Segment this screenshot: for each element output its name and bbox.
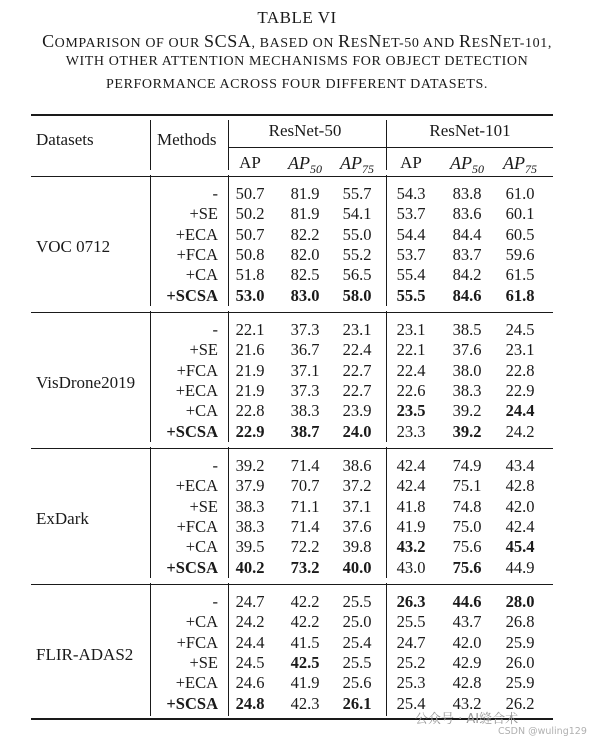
method-label: - bbox=[212, 184, 218, 203]
group-rule bbox=[31, 312, 553, 313]
table-cell: 43.2 bbox=[452, 693, 482, 713]
caption-segment: C bbox=[42, 31, 55, 51]
table-cell: 26.1 bbox=[342, 693, 372, 713]
table-cell: 82.5 bbox=[290, 265, 320, 285]
table-cell: 22.6 bbox=[396, 380, 426, 400]
table-cell: 53.7 bbox=[396, 244, 426, 264]
header-metric bbox=[327, 153, 387, 179]
table-cell: 22.7 bbox=[342, 380, 372, 400]
caption-segment: , BASED ON bbox=[251, 36, 339, 51]
table-cell: 60.1 bbox=[505, 204, 535, 224]
table-cell: 43.4 bbox=[505, 456, 535, 475]
table-cell: 75.6 bbox=[452, 557, 482, 577]
table-cell: 23.1 bbox=[396, 320, 426, 339]
table-cell: 61.8 bbox=[505, 285, 535, 305]
backbone-rule bbox=[229, 147, 553, 148]
table-cell: 83.0 bbox=[290, 285, 320, 305]
table-cell: 25.4 bbox=[342, 632, 372, 652]
dataset-name: VisDrone2019 bbox=[36, 372, 136, 392]
table-cell: 42.8 bbox=[452, 673, 482, 693]
method-label: +SE bbox=[189, 652, 218, 672]
table-cell: 23.1 bbox=[342, 320, 372, 339]
table-cell: 22.8 bbox=[235, 401, 265, 421]
table-cell: 36.7 bbox=[290, 340, 320, 360]
table-cell: 71.4 bbox=[290, 516, 320, 536]
table-cell: 38.6 bbox=[342, 456, 372, 475]
table-cell: 42.4 bbox=[505, 516, 535, 536]
table-cell: 25.5 bbox=[342, 652, 372, 672]
caption-line-1 bbox=[0, 31, 594, 52]
table-cell: 26.3 bbox=[396, 592, 426, 611]
vline-gap bbox=[228, 578, 229, 583]
method-label: - bbox=[212, 592, 218, 611]
table-cell: 37.6 bbox=[342, 516, 372, 536]
table-cell: 23.1 bbox=[505, 340, 535, 360]
method-label: +CA bbox=[185, 537, 218, 557]
table-cell: 50.8 bbox=[235, 244, 265, 264]
header-metric bbox=[275, 153, 335, 179]
header-methods: Methods bbox=[157, 130, 217, 149]
table-cell: 82.2 bbox=[290, 224, 320, 244]
table-cell: 26.2 bbox=[505, 693, 535, 713]
table-cell: 38.0 bbox=[452, 360, 482, 380]
table-cell: 24.4 bbox=[505, 401, 535, 421]
table-cell: 37.3 bbox=[290, 320, 320, 339]
vline-gap bbox=[386, 578, 387, 583]
method-label: +FCA bbox=[176, 360, 218, 380]
table-cell: 24.5 bbox=[235, 652, 265, 672]
table-cell: 42.2 bbox=[290, 592, 320, 611]
caption-segment: R bbox=[458, 31, 472, 51]
table-cell: 39.2 bbox=[452, 401, 482, 421]
table-cell: 22.1 bbox=[396, 340, 426, 360]
table-cell: 22.9 bbox=[505, 380, 535, 400]
table-cell: 40.2 bbox=[235, 557, 265, 577]
method-label: +ECA bbox=[175, 224, 218, 244]
caption-segment: ET-50 AND bbox=[381, 36, 459, 51]
table-cell: 39.2 bbox=[452, 421, 482, 441]
table-cell: 41.9 bbox=[290, 673, 320, 693]
table-cell: 21.9 bbox=[235, 380, 265, 400]
table-cell: 40.0 bbox=[342, 557, 372, 577]
table-cell: 24.7 bbox=[396, 632, 426, 652]
table-cell: 26.0 bbox=[505, 652, 535, 672]
table-cell: 50.7 bbox=[235, 184, 265, 203]
vline-gap bbox=[386, 442, 387, 447]
method-label: +CA bbox=[185, 401, 218, 421]
table-cell: 55.4 bbox=[396, 265, 426, 285]
method-label: +CA bbox=[185, 612, 218, 632]
method-label: +ECA bbox=[175, 380, 218, 400]
table-cell: 75.1 bbox=[452, 476, 482, 496]
table-cell: 55.7 bbox=[342, 184, 372, 203]
table-cell: 22.1 bbox=[235, 320, 265, 339]
table-cell: 24.2 bbox=[235, 612, 265, 632]
table-cell: 50.2 bbox=[235, 204, 265, 224]
table-cell: 84.4 bbox=[452, 224, 482, 244]
table-cell: 55.0 bbox=[342, 224, 372, 244]
table-cell: 24.7 bbox=[235, 592, 265, 611]
table-cell: 54.4 bbox=[396, 224, 426, 244]
method-label: +FCA bbox=[176, 244, 218, 264]
table-cell: 74.9 bbox=[452, 456, 482, 475]
table-cell: 25.0 bbox=[342, 612, 372, 632]
vline-gap bbox=[150, 578, 151, 583]
table-cell: 26.8 bbox=[505, 612, 535, 632]
table-cell: 24.2 bbox=[505, 421, 535, 441]
method-label: +ECA bbox=[175, 673, 218, 693]
metric-subscript: 50 bbox=[472, 162, 484, 176]
method-label: - bbox=[212, 320, 218, 339]
table-cell: 43.7 bbox=[452, 612, 482, 632]
metric-name: AP bbox=[450, 153, 472, 173]
table-cell: 53.7 bbox=[396, 204, 426, 224]
table-cell: 45.4 bbox=[505, 537, 535, 557]
table-cell: 42.0 bbox=[505, 496, 535, 516]
table-cell: 81.9 bbox=[290, 184, 320, 203]
method-label: +SCSA bbox=[166, 421, 218, 441]
vline-gap bbox=[228, 306, 229, 311]
header-backbone-resnet101: ResNet-101 bbox=[429, 121, 511, 140]
table-cell: 42.3 bbox=[290, 693, 320, 713]
table-cell: 21.6 bbox=[235, 340, 265, 360]
metric-subscript: 75 bbox=[525, 162, 537, 176]
table-cell: 83.7 bbox=[452, 244, 482, 264]
header-metric bbox=[381, 153, 441, 173]
method-label: +FCA bbox=[176, 516, 218, 536]
table-cell: 83.6 bbox=[452, 204, 482, 224]
table-cell: 23.5 bbox=[396, 401, 426, 421]
caption-line-3: PERFORMANCE ACROSS FOUR DIFFERENT DATASETS. bbox=[106, 77, 488, 92]
table-cell: 73.2 bbox=[290, 557, 320, 577]
table-cell: 84.6 bbox=[452, 285, 482, 305]
table-cell: 25.9 bbox=[505, 632, 535, 652]
table-cell: 43.2 bbox=[396, 537, 426, 557]
metric-name: AP bbox=[340, 153, 362, 173]
table-cell: 70.7 bbox=[290, 476, 320, 496]
method-label: +ECA bbox=[175, 476, 218, 496]
metric-name: AP bbox=[239, 153, 261, 172]
table-cell: 42.8 bbox=[505, 476, 535, 496]
metric-subscript: 50 bbox=[310, 162, 322, 176]
table-cell: 25.6 bbox=[342, 673, 372, 693]
table-cell: 41.8 bbox=[396, 496, 426, 516]
table-cell: 42.5 bbox=[290, 652, 320, 672]
dataset-name: FLIR-ADAS2 bbox=[36, 644, 134, 664]
table-cell: 23.3 bbox=[396, 421, 426, 441]
table-cell: 59.6 bbox=[505, 244, 535, 264]
table-cell: 82.0 bbox=[290, 244, 320, 264]
vline-gap bbox=[150, 170, 151, 175]
caption-segment: ET-101, bbox=[502, 36, 552, 51]
table-cell: 22.7 bbox=[342, 360, 372, 380]
table-cell: 28.0 bbox=[505, 592, 535, 611]
group-rule bbox=[31, 448, 553, 449]
table-cell: 38.7 bbox=[290, 421, 320, 441]
table-cell: 38.5 bbox=[452, 320, 482, 339]
table-cell: 83.8 bbox=[452, 184, 482, 203]
table-cell: 25.9 bbox=[505, 673, 535, 693]
method-label: +SE bbox=[189, 204, 218, 224]
table-cell: 50.7 bbox=[235, 224, 265, 244]
vline-gap bbox=[228, 442, 229, 447]
table-cell: 72.2 bbox=[290, 537, 320, 557]
table-cell: 84.2 bbox=[452, 265, 482, 285]
table-cell: 37.6 bbox=[452, 340, 482, 360]
caption-segment: ES bbox=[350, 36, 369, 51]
caption-segment: N bbox=[368, 31, 382, 51]
table-cell: 71.1 bbox=[290, 496, 320, 516]
caption-segment: OMPARISON OF OUR bbox=[54, 36, 205, 51]
table-cell: 22.8 bbox=[505, 360, 535, 380]
method-label: +SCSA bbox=[166, 285, 218, 305]
table-cell: 42.2 bbox=[290, 612, 320, 632]
top-rule bbox=[31, 114, 553, 116]
table-cell: 44.6 bbox=[452, 592, 482, 611]
table-cell: 44.9 bbox=[505, 557, 535, 577]
vline-gap bbox=[150, 306, 151, 311]
metric-name: AP bbox=[288, 153, 310, 173]
group-rule bbox=[31, 584, 553, 585]
caption-segment: R bbox=[338, 31, 351, 51]
table-cell: 42.9 bbox=[452, 652, 482, 672]
table-cell: 51.8 bbox=[235, 265, 265, 285]
table-cell: 54.1 bbox=[342, 204, 372, 224]
table-cell: 39.8 bbox=[342, 537, 372, 557]
table-cell: 38.3 bbox=[290, 401, 320, 421]
table-cell: 42.0 bbox=[452, 632, 482, 652]
caption-segment: N bbox=[489, 31, 503, 51]
table-cell: 25.2 bbox=[396, 652, 426, 672]
table-cell: 71.4 bbox=[290, 456, 320, 475]
table-cell: 60.5 bbox=[505, 224, 535, 244]
table-cell: 58.0 bbox=[342, 285, 372, 305]
watermark-csdn: CSDN @wuling129 bbox=[498, 726, 587, 737]
caption-segment: SCSA bbox=[204, 31, 252, 51]
metric-name: AP bbox=[400, 153, 422, 172]
metric-name: AP bbox=[503, 153, 525, 173]
table-cell: 39.5 bbox=[235, 537, 265, 557]
table-cell: 24.8 bbox=[235, 693, 265, 713]
header-backbone-resnet50: ResNet-50 bbox=[268, 121, 342, 140]
method-label: +CA bbox=[185, 265, 218, 285]
table-cell: 38.3 bbox=[235, 496, 265, 516]
vline-gap bbox=[150, 442, 151, 447]
table-cell: 75.0 bbox=[452, 516, 482, 536]
table-cell: 21.9 bbox=[235, 360, 265, 380]
table-cell: 24.5 bbox=[505, 320, 535, 339]
table-cell: 37.2 bbox=[342, 476, 372, 496]
table-cell: 22.4 bbox=[396, 360, 426, 380]
method-label: +SE bbox=[189, 496, 218, 516]
vline-gap bbox=[386, 306, 387, 311]
method-label: +SCSA bbox=[166, 693, 218, 713]
header-metric bbox=[437, 153, 497, 179]
table-cell: 37.1 bbox=[342, 496, 372, 516]
table-cell: 43.0 bbox=[396, 557, 426, 577]
table-cell: 23.9 bbox=[342, 401, 372, 421]
table-cell: 61.0 bbox=[505, 184, 535, 203]
table-cell: 24.0 bbox=[342, 421, 372, 441]
table-cell: 25.4 bbox=[396, 693, 426, 713]
caption-segment: ES bbox=[471, 36, 490, 51]
table-cell: 42.4 bbox=[396, 476, 426, 496]
table-cell: 22.9 bbox=[235, 421, 265, 441]
table-label: TABLE VI bbox=[257, 8, 337, 27]
table-cell: 24.4 bbox=[235, 632, 265, 652]
table-cell: 22.4 bbox=[342, 340, 372, 360]
table-cell: 75.6 bbox=[452, 537, 482, 557]
method-label: +SE bbox=[189, 340, 218, 360]
table-cell: 81.9 bbox=[290, 204, 320, 224]
table-cell: 56.5 bbox=[342, 265, 372, 285]
dataset-name: ExDark bbox=[36, 508, 89, 528]
table-cell: 42.4 bbox=[396, 456, 426, 475]
table-cell: 37.1 bbox=[290, 360, 320, 380]
method-label: - bbox=[212, 456, 218, 475]
table-cell: 25.5 bbox=[396, 612, 426, 632]
metric-subscript: 75 bbox=[362, 162, 374, 176]
header-datasets: Datasets bbox=[36, 130, 94, 149]
header-metric bbox=[220, 153, 280, 173]
table-cell: 38.3 bbox=[452, 380, 482, 400]
table-cell: 25.5 bbox=[342, 592, 372, 611]
table-cell: 55.5 bbox=[396, 285, 426, 305]
table-cell: 38.3 bbox=[235, 516, 265, 536]
watermark-wechat: 公众号 · AI缝合术 bbox=[415, 712, 519, 727]
table-cell: 54.3 bbox=[396, 184, 426, 203]
table-cell: 41.9 bbox=[396, 516, 426, 536]
header-metric bbox=[490, 153, 550, 179]
caption-line-2: WITH OTHER ATTENTION MECHANISMS FOR OBJECT DETECTION bbox=[65, 54, 529, 69]
table-cell: 55.2 bbox=[342, 244, 372, 264]
table-cell: 41.5 bbox=[290, 632, 320, 652]
table-cell: 37.9 bbox=[235, 476, 265, 496]
method-label: +FCA bbox=[176, 632, 218, 652]
dataset-name: VOC 0712 bbox=[36, 236, 111, 256]
table-cell: 24.6 bbox=[235, 673, 265, 693]
table-cell: 37.3 bbox=[290, 380, 320, 400]
table-cell: 39.2 bbox=[235, 456, 265, 475]
table-cell: 61.5 bbox=[505, 265, 535, 285]
table-cell: 25.3 bbox=[396, 673, 426, 693]
method-label: +SCSA bbox=[166, 557, 218, 577]
table-cell: 74.8 bbox=[452, 496, 482, 516]
table-cell: 53.0 bbox=[235, 285, 265, 305]
